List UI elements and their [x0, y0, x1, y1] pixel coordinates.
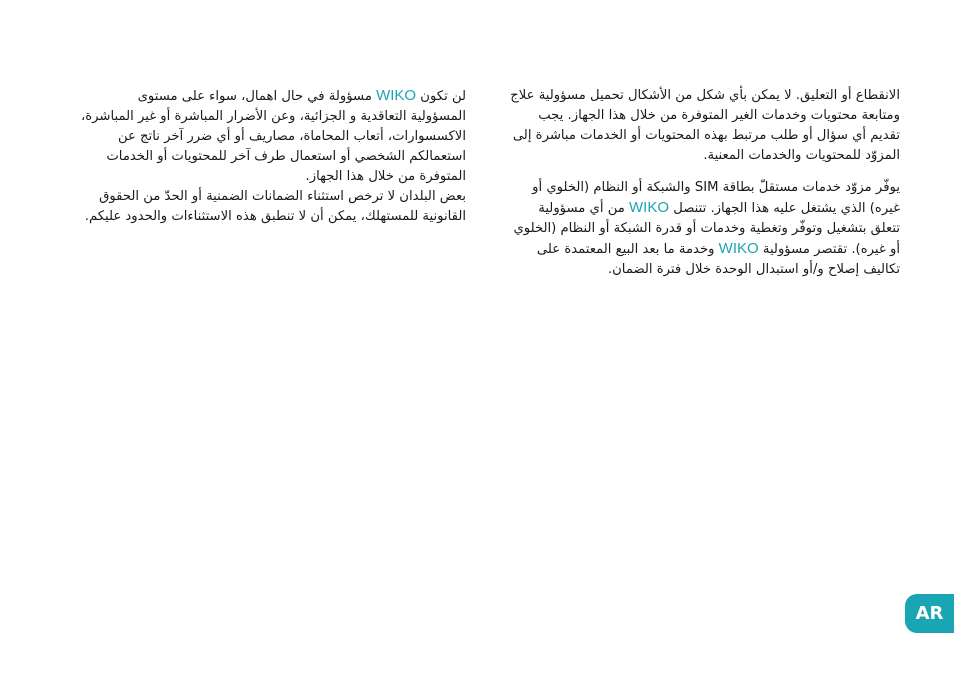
left-paragraph-1-text-a: لن تكون	[420, 89, 466, 104]
language-tab: AR	[905, 594, 954, 633]
right-paragraph-2-text-a: يوفّر مزوّد خدمات مستقلّ بطاقة SIM والشبكة أو النظام (الخلوي أو غيره) الذي يشتغل عليه هذا الجهاز. تتنصل	[532, 180, 900, 216]
right-text-column	[506, 86, 900, 280]
brand-name: WIKO	[376, 87, 417, 104]
brand-name: WIKO	[629, 199, 670, 216]
left-paragraph-1	[80, 86, 466, 187]
left-text-column	[80, 86, 466, 227]
right-paragraph-2-text-b: من أي مسؤولية تتعلق بتشغيل وتوفّر وتغطية وخدمات أو قدرة الشبكة أو النظام (الخلوي أو غيره). تقتصر مسؤولية	[513, 201, 900, 257]
left-paragraph-2: بعض البلدان لا ترخص استثناء الضمانات الضمنية أو الحدّ من الحقوق القانونية للمستهلك، يمكن أن لا تنطبق هذه الاستثناءات والحدود عليكم.	[84, 189, 466, 224]
right-paragraph-2-text-c: وخدمة ما بعد البيع المعتمدة على تكاليف إصلاح و/أو استبدال الوحدة خلال فترة الضمان.	[536, 242, 900, 277]
left-paragraph-1-text-b: مسؤولة في حال اهمال، سواء على مستوى المسؤولية التعاقدية و الجزائية، وعن الأضرار المباشرة أو غير المباشرة، الاكسسوارات، أتعاب المحاماة، مصاريف أو أي ضرر آخر ناتج عن استعمالكم الشخصي أو استعمال طرف آخر للمحتويات أو الخدمات المتوفرة من خلال هذا الجهاز.	[80, 89, 466, 184]
right-paragraph-1: الانقطاع أو التعليق. لا يمكن بأي شكل من الأشكال تحميل مسؤولية علاج ومتابعة محتويات وخدمات الغير المتوفرة من خلال هذا الجهاز. يجب تقديم أي سؤال أو طلب مرتبط بهذه المحتويات أو الخدمات مباشرة إلى المزوّد للمحتويات والخدمات المعنية.	[510, 88, 900, 163]
brand-name: WIKO	[718, 240, 759, 257]
right-paragraph-2	[506, 178, 900, 280]
